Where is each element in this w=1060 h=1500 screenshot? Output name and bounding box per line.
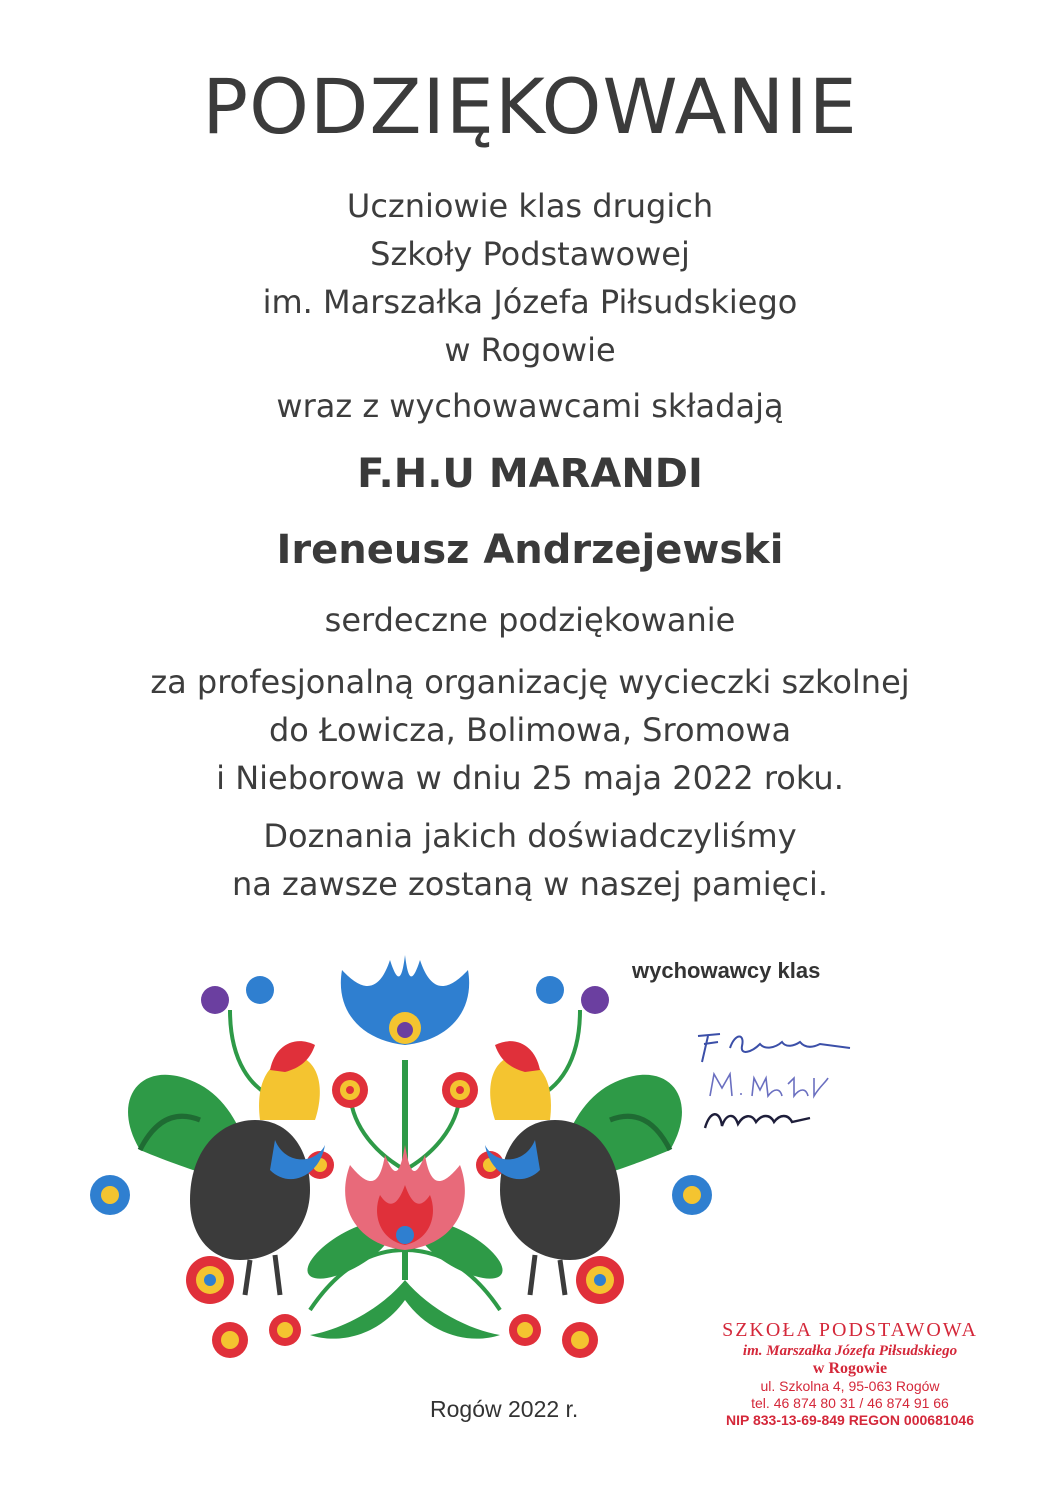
company-block (0, 448, 1060, 500)
reason-line: do Łowicza, Bolimowa, Sromowa (268, 711, 792, 749)
rooster-left-icon (128, 1041, 325, 1295)
reason-block (0, 658, 1060, 802)
stamp-line: ul. Szkolna 4, 95-063 Rogów (760, 1378, 940, 1394)
intro-line: w Rogowie (444, 331, 616, 369)
closing-line: Doznania jakich doświadczyliśmy (263, 817, 797, 855)
school-stamp (690, 1318, 1010, 1429)
person-name: Ireneusz Andrzejewski (276, 527, 784, 573)
intro-line: im. Marszałka Józefa Piłsudskiego (262, 283, 798, 321)
folk-ornament (80, 950, 730, 1380)
reason-line: i Nieborowa w dniu 25 maja 2022 roku. (216, 759, 844, 797)
stamp-line: w Rogowie (812, 1360, 888, 1377)
page-title: PODZIĘKOWANIE (202, 62, 858, 151)
blue-flower-icon (341, 955, 469, 1045)
closing-block (0, 812, 1060, 908)
reason-line: za profesjonalną organizację wycieczki szkolnej (150, 663, 910, 701)
stamp-line: SZKOŁA PODSTAWOWA (722, 1319, 978, 1341)
closing-line: na zawsze zostaną w naszej pamięci. (231, 865, 828, 903)
company-name: F.H.U MARANDI (357, 451, 703, 497)
stamp-line: im. Marszałka Józefa Piłsudskiego (742, 1343, 958, 1359)
handwritten-signatures (690, 1018, 870, 1138)
stamp-line: NIP 833-13-69-849 REGON 000681046 (725, 1412, 974, 1428)
together-line: wraz z wychowawcami składają (276, 387, 784, 425)
intro-line: Uczniowie klas drugich (346, 187, 714, 225)
person-block (0, 524, 1060, 576)
rooster-right-icon (485, 1041, 682, 1295)
place-date: Rogów 2022 r. (430, 1396, 579, 1422)
intro-block (0, 182, 1060, 374)
thanks-block (0, 596, 1060, 644)
intro-line: Szkoły Podstawowej (370, 235, 690, 273)
stamp-line: tel. 46 874 80 31 / 46 874 91 66 (751, 1395, 949, 1411)
together-block (0, 382, 1060, 430)
signature-label: wychowawcy klas (632, 958, 821, 983)
thanks-line: serdeczne podziękowanie (324, 601, 736, 639)
